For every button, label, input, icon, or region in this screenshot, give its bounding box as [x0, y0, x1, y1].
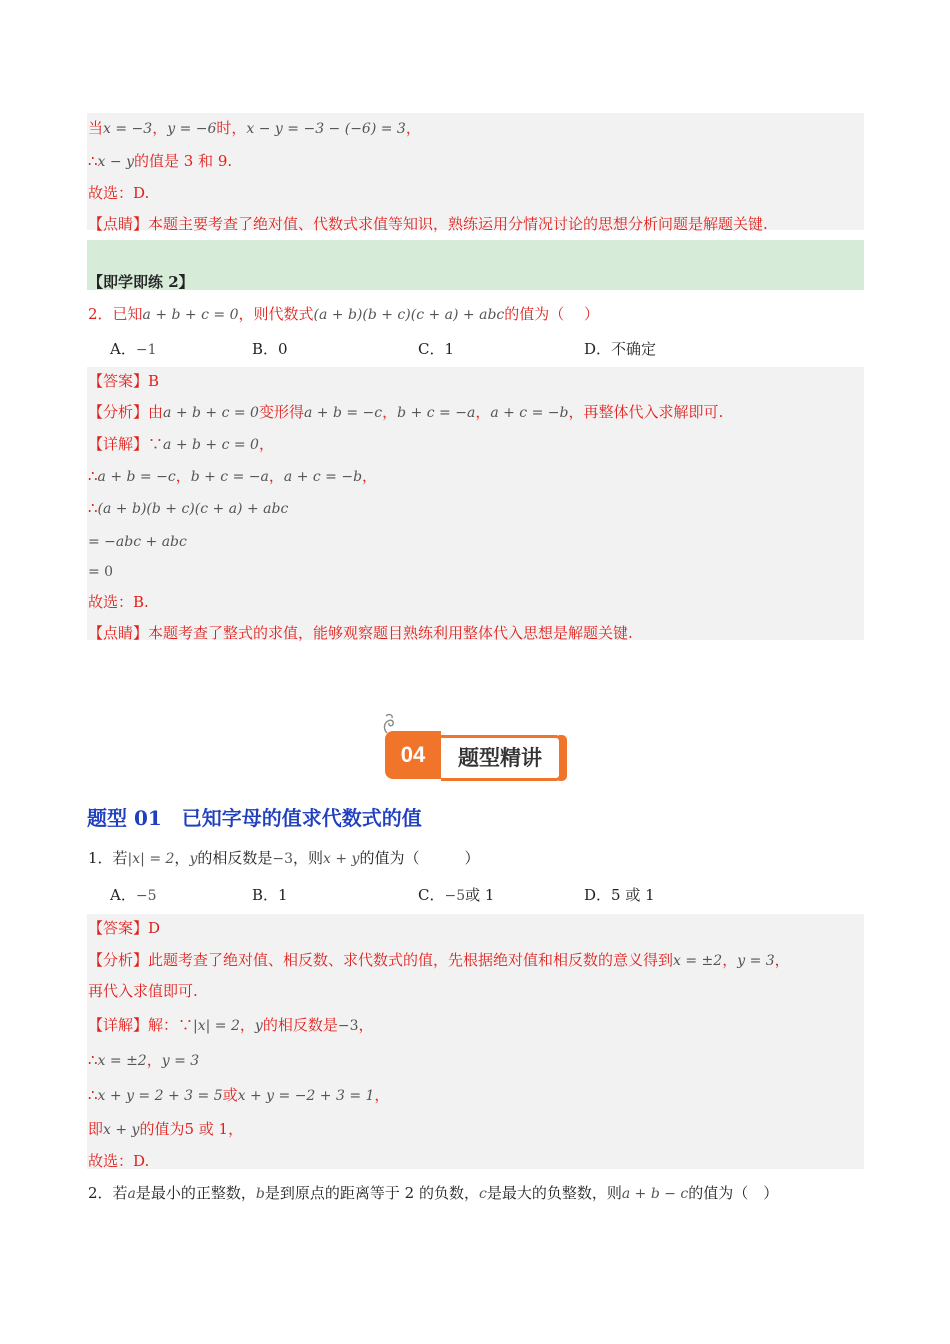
- practice-header-band: [87, 240, 864, 290]
- practice-header: 【即学即练 2】: [88, 273, 194, 291]
- section-title: 题型 01 已知字母的值求代数式的值: [87, 806, 422, 830]
- practice-analysis: 【分析】由a + b + c = 0变形得a + b = −c，b + c = −a，a + c = −b，再整体代入求解即可.: [88, 403, 724, 421]
- q1-detail: 【详解】解：∵|x| = 2，y的相反数是−3，: [88, 1016, 374, 1034]
- q1-analysis: 【分析】此题考查了绝对值、相反数、求代数式的值，先根据绝对值和相反数的意义得到x = ±2，y = 3，: [88, 951, 790, 969]
- practice-comment: 【点睛】本题考查了整式的求值，能够观察题目熟练利用整体代入思想是解题关键.: [88, 624, 633, 642]
- q1-step-3: 即x + y的值为5 或 1，: [88, 1120, 244, 1138]
- q1-option-a: A．−5: [110, 886, 157, 904]
- practice-select: 故选：B.: [88, 593, 149, 611]
- prev-line-3: 故选：D.: [88, 184, 150, 202]
- section-badge: [385, 731, 567, 779]
- option-c: C．1: [418, 340, 455, 358]
- practice-step-3: = −abc + abc: [88, 534, 187, 550]
- badge-edge: [559, 735, 567, 781]
- practice-detail: 【详解】∵a + b + c = 0，: [88, 435, 274, 453]
- practice-question: 2．已知a + b + c = 0，则代数式(a + b)(b + c)(c + a) + abc的值为（ ）: [88, 305, 600, 323]
- prev-line-2: ∴x − y的值是 3 和 9.: [88, 152, 233, 170]
- badge-number: 04: [385, 731, 441, 779]
- practice-step-2: ∴(a + b)(b + c)(c + a) + abc: [88, 499, 289, 517]
- q1-option-c: C．−5或 1: [418, 886, 495, 904]
- option-b: B．0: [252, 340, 288, 358]
- q1-question: 1．若|x| = 2，y的相反数是−3，则x + y的值为（ ）: [88, 849, 480, 867]
- q1-option-b: B．1: [252, 886, 288, 904]
- practice-step-4: = 0: [88, 564, 114, 580]
- badge-label: 题型精讲: [441, 735, 562, 781]
- option-a: A．−1: [110, 340, 157, 358]
- q2-question: 2．若a是最小的正整数，b是到原点的距离等于 2 的负数，c是最大的负整数，则a + b − c的值为（ ）: [88, 1184, 779, 1202]
- practice-answer: 【答案】B: [88, 372, 160, 390]
- q1-select: 故选：D.: [88, 1152, 150, 1170]
- q1-analysis-cont: 再代入求值即可.: [88, 982, 198, 1000]
- q1-option-d: D．5 或 1: [584, 886, 655, 904]
- q1-step-2: ∴x + y = 2 + 3 = 5或x + y = −2 + 3 = 1，: [88, 1086, 390, 1104]
- option-d: D．不确定: [584, 340, 657, 358]
- prev-comment: 【点睛】本题主要考查了绝对值、代数式求值等知识，熟练运用分情况讨论的思想分析问题是解题关键.: [88, 215, 768, 233]
- q1-step-1: ∴x = ±2，y = 3: [88, 1051, 200, 1069]
- q1-answer: 【答案】D: [88, 919, 161, 937]
- prev-line-1: 当x = −3，y = −6时，x − y = −3 − (−6) = 3，: [88, 119, 421, 137]
- practice-step-1: ∴a + b = −c，b + c = −a，a + c = −b，: [88, 467, 378, 485]
